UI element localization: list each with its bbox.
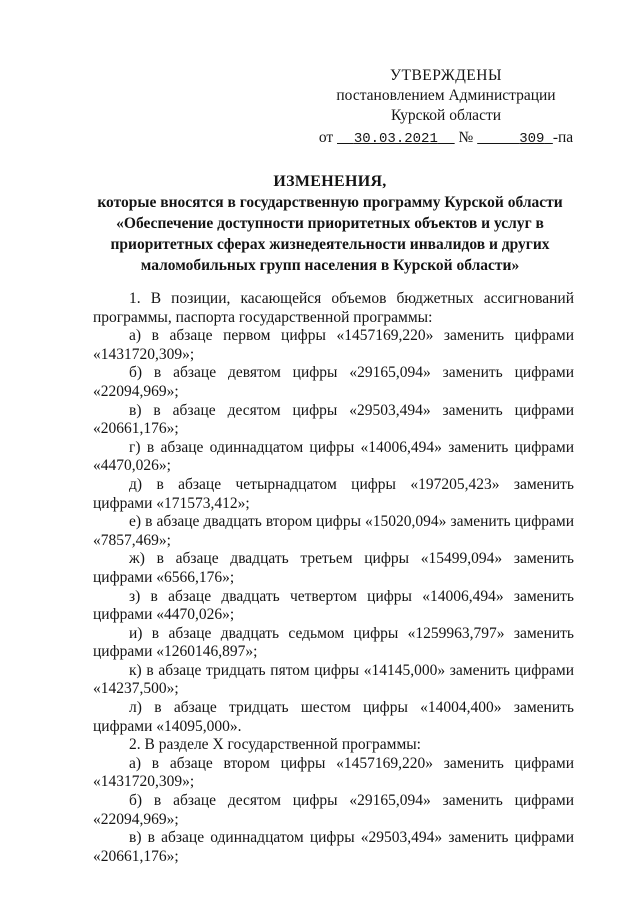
item-1zh: ж) в абзаце двадцать третьем цифры «15499,094» заменить цифрами «6566,176»;	[93, 550, 574, 586]
heading-line-3: приоритетных сферах жизнедеятельности инвалидов и других	[110, 236, 550, 253]
approval-title: УТВЕРЖДЕНЫ	[390, 67, 502, 84]
item-2b: б) в абзаце десятом цифры «29165,094» заменить цифрами «22094,969»;	[93, 792, 574, 828]
item-2a: а) в абзаце втором цифры «1457169,220» заменить цифрами «1431720,309»;	[93, 754, 574, 791]
item-1e: е) в абзаце двадцать втором цифры «15020,094» заменить цифрами «7857,469»;	[93, 513, 574, 549]
heading-line-4: маломобильных групп населения в Курской области»	[140, 257, 520, 274]
approval-number: 309	[519, 131, 545, 147]
number-suffix: -па	[552, 129, 574, 146]
item-1g: г) в абзаце одиннадцатом цифры «14006,494» заменить цифрами «4470,026»;	[93, 438, 574, 475]
item-2v: в) в абзаце одиннадцатом цифры «29503,494» заменить цифрами «20661,176»;	[93, 829, 574, 865]
approval-line-2: Курской области	[390, 107, 502, 124]
approval-stamp	[296, 66, 596, 149]
item-1z: з) в абзаце двадцать четвертом цифры «14006,494» заменить цифрами «4470,026»;	[93, 587, 574, 624]
item-1k: к) в абзаце тридцать пятом цифры «14145,000» заменить цифрами «14237,500»;	[93, 661, 574, 698]
heading-title: ИЗМЕНЕНИЯ,	[273, 173, 387, 190]
number-prefix: №	[458, 129, 474, 146]
approval-line-1: постановлением Администрации	[336, 87, 556, 104]
item-1a: а) в абзаце первом цифры «1457169,220» заменить цифрами «1431720,309»;	[93, 327, 574, 363]
document-heading	[70, 171, 590, 276]
item-1l: л) в абзаце тридцать шестом цифры «14004,400» заменить цифрами «14095,000».	[93, 699, 574, 735]
heading-line-1: которые вносятся в государственную программу Курской области	[97, 194, 563, 211]
approval-date-number-line	[296, 128, 596, 149]
document-body	[93, 290, 574, 866]
item-1i: и) в абзаце двадцать седьмом цифры «1259963,797» заменить цифрами «1260146,897»;	[93, 624, 574, 661]
paragraph-2: 2. В разделе X государственной программы:	[129, 736, 421, 754]
item-1v: в) в абзаце десятом цифры «29503,494» заменить цифрами «20661,176»;	[93, 401, 574, 438]
heading-line-2: «Обеспечение доступности приоритетных объектов и услуг в	[116, 215, 544, 232]
item-1d: д) в абзаце четырнадцатом цифры «197205,423» заменить цифрами «171573,412»;	[93, 475, 574, 512]
date-prefix: от	[318, 129, 334, 146]
item-1b: б) в абзаце девятом цифры «29165,094» заменить цифрами «22094,969»;	[93, 364, 574, 400]
paragraph-1: 1. В позиции, касающейся объемов бюджетных ассигнований программы, паспорта государственной программы:	[93, 290, 574, 326]
approval-date: 30.03.2021	[353, 131, 438, 147]
